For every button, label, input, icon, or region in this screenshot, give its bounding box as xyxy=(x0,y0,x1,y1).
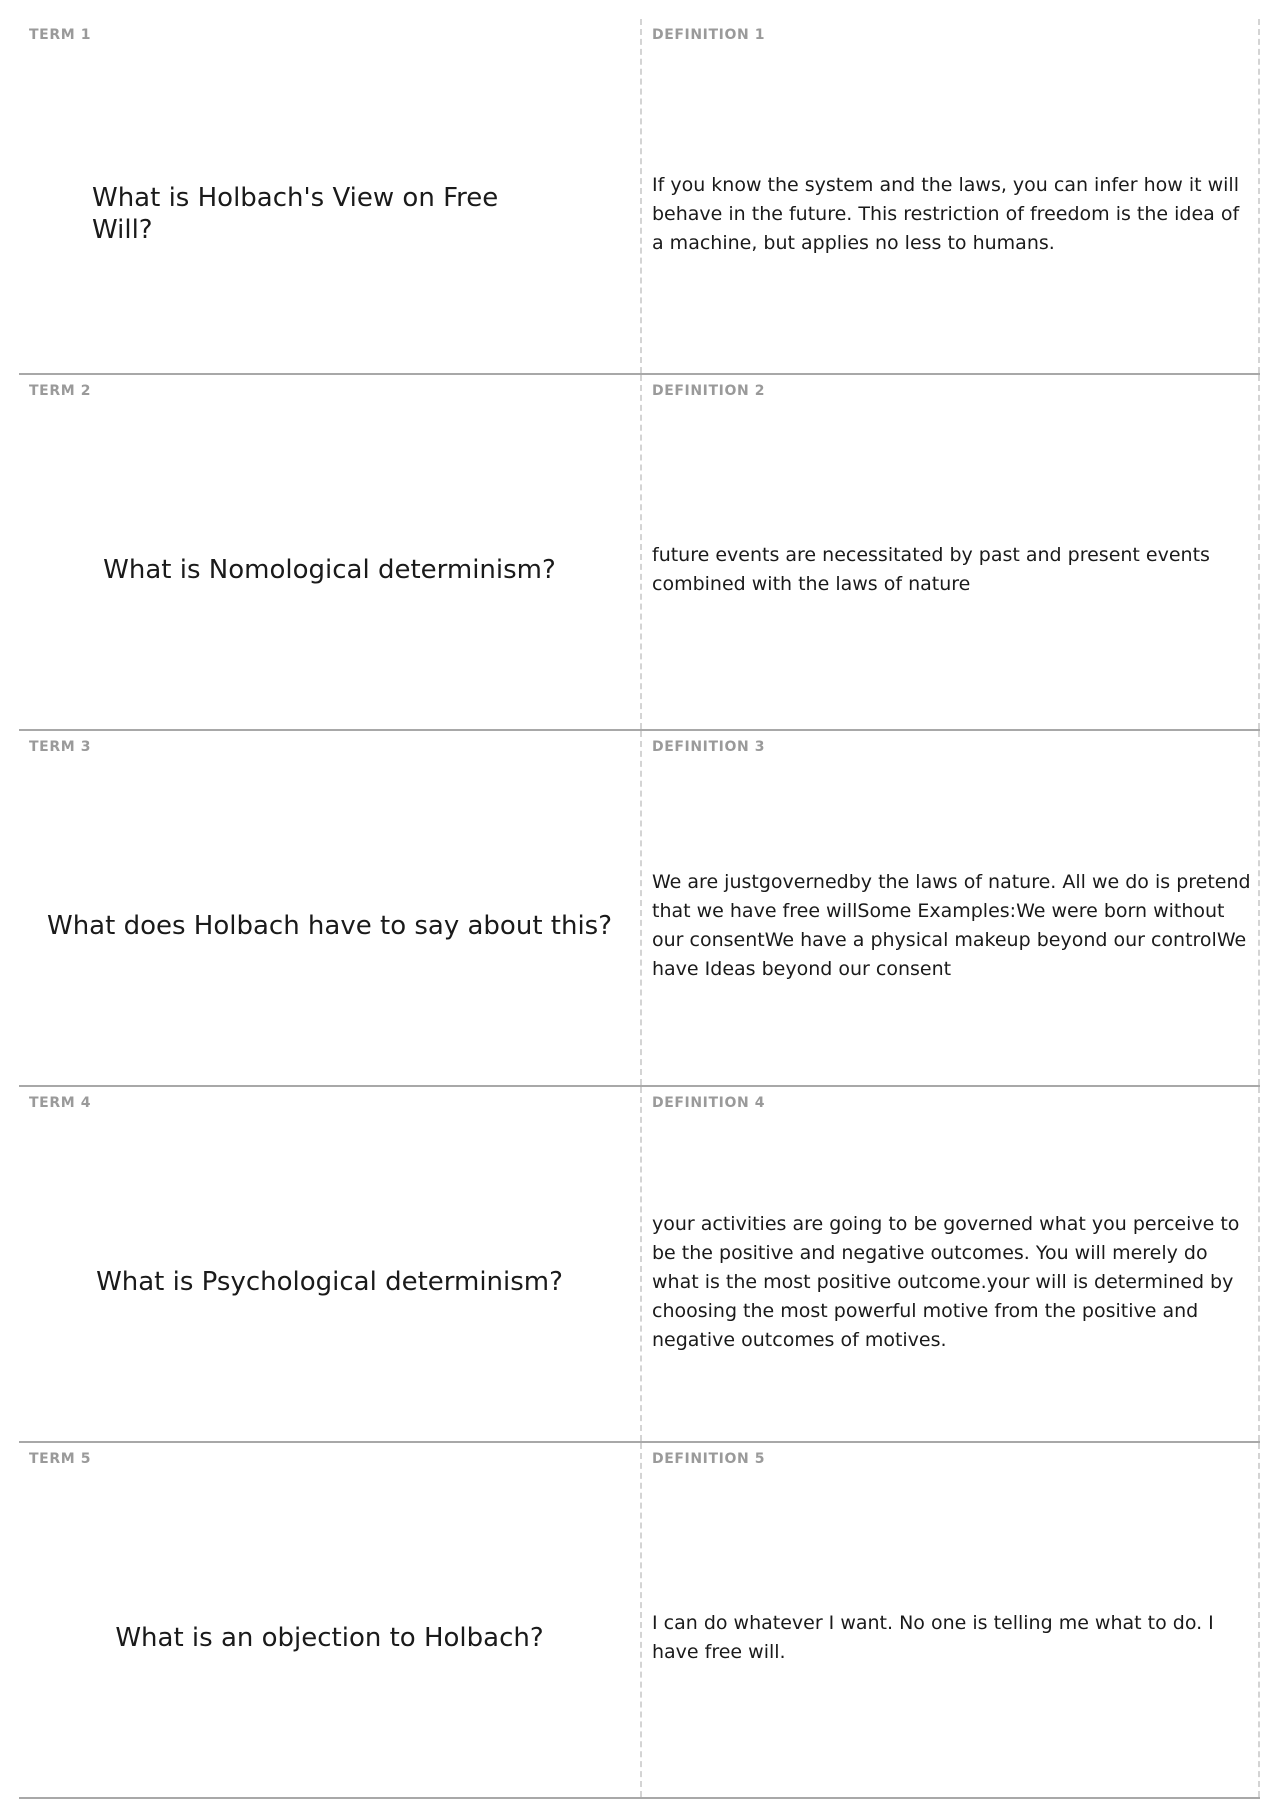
term-text: What is an objection to Holbach? xyxy=(115,1623,544,1653)
definition-text: future events are necessitated by past and present events combined with the laws of nature xyxy=(652,544,1210,595)
definition-label: DEFINITION 2 xyxy=(652,383,766,399)
definition-cell xyxy=(642,1087,1260,1441)
flashcard-row-1 xyxy=(19,19,1260,375)
definition-cell xyxy=(642,19,1260,373)
definition-label: DEFINITION 5 xyxy=(652,1451,766,1467)
definition-cell xyxy=(642,375,1260,729)
term-text: What is Holbach's View on Free Will? xyxy=(92,183,499,245)
term-cell xyxy=(19,375,642,729)
definition-text: We are justgovernedby the laws of nature. All we do is pretend that we have free willSome Examples:We were born without our consentWe have a physical makeup beyond our controlWe have Ideas beyond our consent xyxy=(652,871,1251,980)
term-text: What is Nomological determinism? xyxy=(103,555,556,585)
flashcard-row-4 xyxy=(19,1087,1260,1443)
definition-label: DEFINITION 4 xyxy=(652,1095,766,1111)
term-cell xyxy=(19,731,642,1085)
definition-text: If you know the system and the laws, you can infer how it will behave in the future. This restriction of freedom is the idea of a machine, but applies no less to humans. xyxy=(652,173,1240,254)
definition-label: DEFINITION 1 xyxy=(652,27,766,43)
term-text: What is Psychological determinism? xyxy=(96,1267,563,1297)
flashcard-row-2 xyxy=(19,375,1260,731)
term-label: TERM 1 xyxy=(29,27,92,43)
definition-cell xyxy=(642,1443,1260,1797)
definition-label: DEFINITION 3 xyxy=(652,739,766,755)
term-cell xyxy=(19,19,642,373)
definition-text: I can do whatever I want. No one is telling me what to do. I have free will. xyxy=(652,1612,1214,1663)
term-label: TERM 2 xyxy=(29,383,92,399)
term-label: TERM 3 xyxy=(29,739,92,755)
term-cell xyxy=(19,1087,642,1441)
definition-cell xyxy=(642,731,1260,1085)
flashcard-sheet xyxy=(19,19,1260,1799)
term-cell xyxy=(19,1443,642,1797)
term-label: TERM 5 xyxy=(29,1451,92,1467)
term-label: TERM 4 xyxy=(29,1095,92,1111)
flashcard-row-3 xyxy=(19,731,1260,1087)
term-text: What does Holbach have to say about this? xyxy=(46,911,613,941)
definition-text: your activities are going to be governed what you perceive to be the positive and negative outcomes. You will merely do what is the most positive outcome.your will is determined by choosing the most powerful motive from the positive and negative outcomes of motives. xyxy=(652,1212,1240,1351)
flashcard-row-5 xyxy=(19,1443,1260,1799)
